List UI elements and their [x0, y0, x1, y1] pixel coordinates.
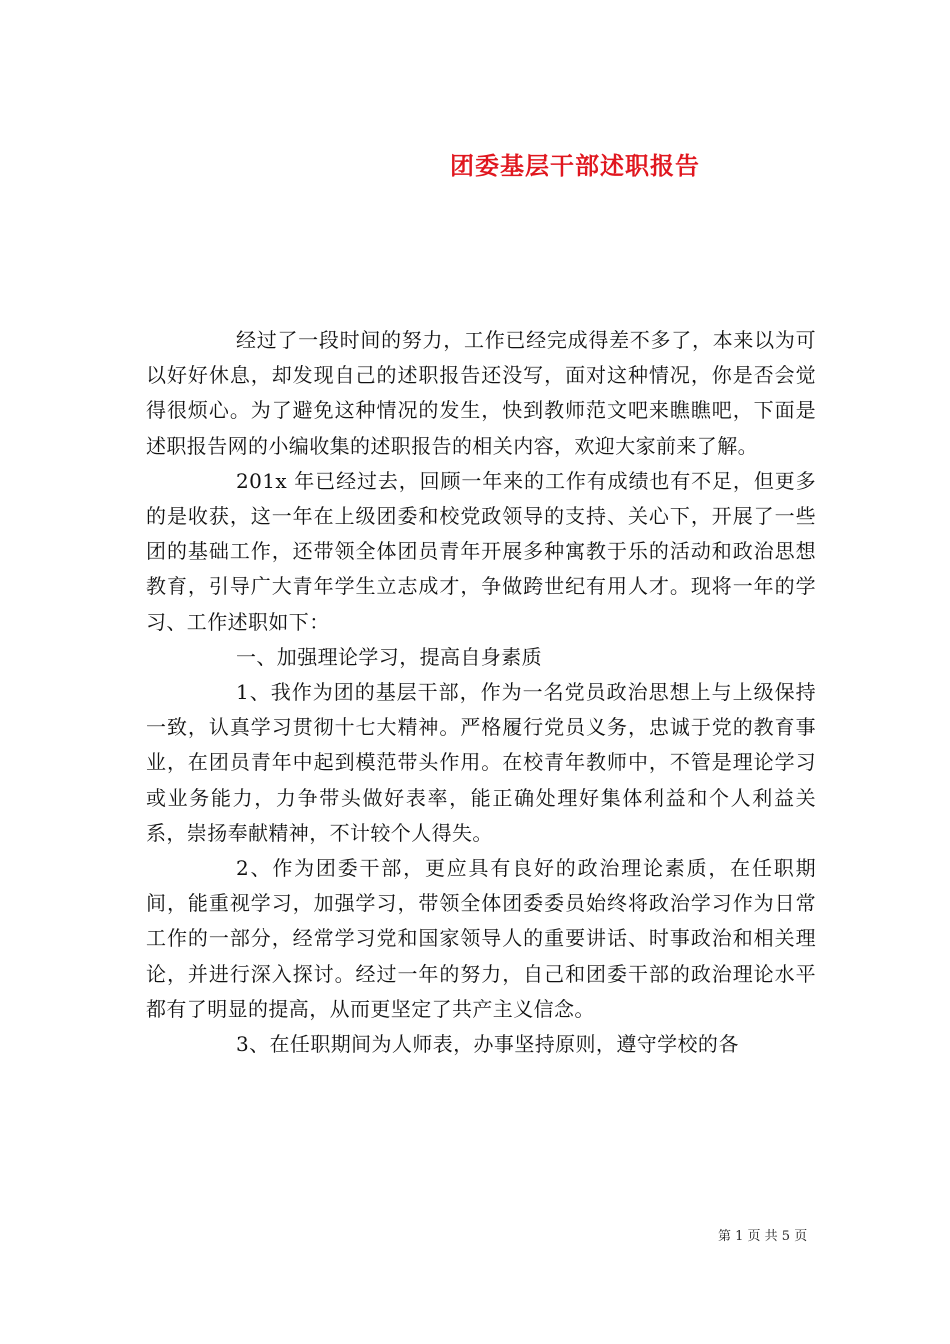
intro-paragraph: 经过了一段时间的努力，工作已经完成得差不多了，本来以为可以好好休息，却发现自己的述职报告还没写，面对这种情况，你是否会觉得很烦心。为了避免这种情况的发生，快到教师范文吧来瞧瞧吧，下面是述职报告网的小编收集的述职报告的相关内容，欢迎大家前来了解。 [146, 328, 816, 458]
document-title: 团委基层干部述职报告 [450, 151, 700, 181]
item-paragraph-2: 2、作为团委干部，更应具有良好的政治理论素质，在任职期间，能重视学习，加强学习，带领全体团委委员始终将政治学习作为日常工作的一部分，经常学习党和国家领导人的重要讲话、时事政治和相关理论，并进行深入探讨。经过一年的努力，自己和团委干部的政治理论水平都有了明显的提高，从而更坚定了共产主义信念。 [146, 856, 816, 1021]
item-paragraph-3: 3、在任职期间为人师表，办事坚持原则，遵守学校的各 [236, 1032, 739, 1057]
page-number-footer: 第 1 页 共 5 页 [718, 1229, 808, 1244]
summary-paragraph: 201x 年已经过去，回顾一年来的工作有成绩也有不足，但更多的是收获，这一年在上级团委和校党政领导的支持、关心下，开展了一些团的基础工作，还带领全体团员青年开展多种寓教于乐的活动和政治思想教育，引导广大青年学生立志成才，争做跨世纪有用人才。现将一年的学习、工作述职如下： [146, 468, 816, 634]
item-paragraph-1: 1、我作为团的基层干部，作为一名党员政治思想上与上级保持一致，认真学习贯彻十七大精神。严格履行党员义务，忠诚于党的教育事业，在团员青年中起到模范带头作用。在校青年教师中，不管是理论学习或业务能力，力争带头做好表率，能正确处理好集体利益和个人利益关系，崇扬奉献精神，不计较个人得失。 [146, 680, 816, 845]
section-heading: 一、加强理论学习，提高自身素质 [236, 644, 542, 669]
document-body [146, 323, 816, 1062]
